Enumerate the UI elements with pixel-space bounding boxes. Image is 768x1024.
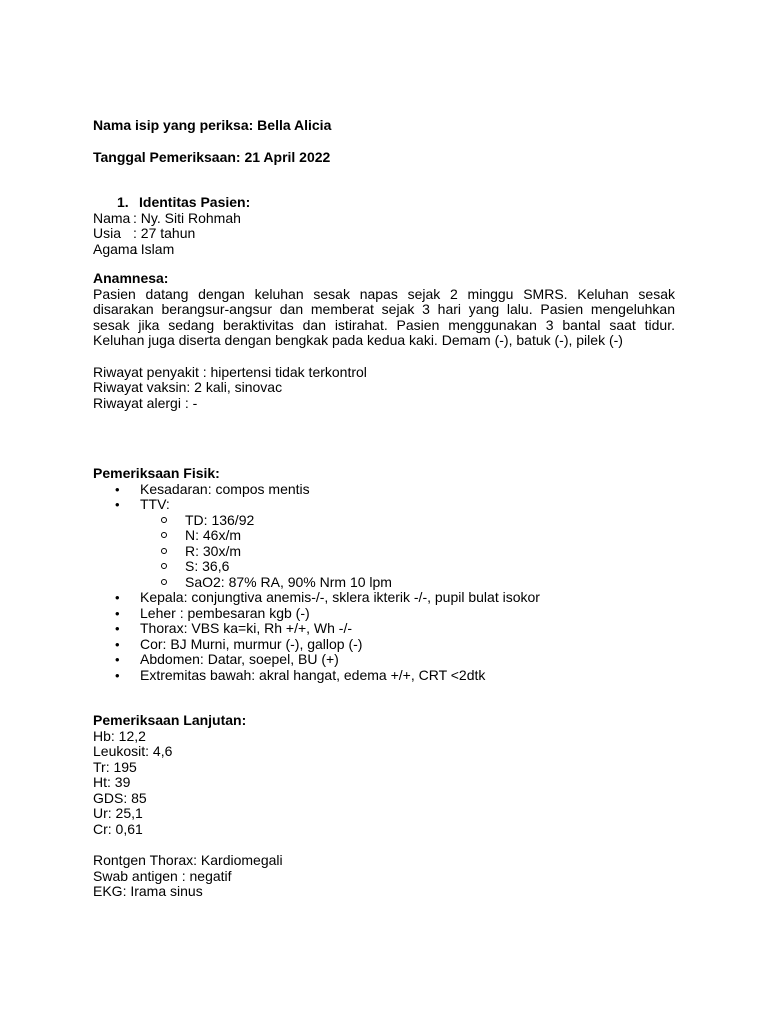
lab-result: Ur: 25,1 — [93, 805, 143, 821]
vital-text: TD: 136/92 — [185, 511, 255, 528]
vitals-list — [93, 513, 675, 591]
vital-text: SaO2: 87% RA, 90% Nrm 10 lpm — [185, 573, 392, 590]
circle-bullet-icon — [161, 517, 167, 523]
exam-date-line: Tanggal Pemeriksaan: 21 April 2022 — [93, 148, 331, 165]
history-line: Riwayat penyakit : hipertensi tidak terkontrol — [93, 363, 367, 380]
identity-heading — [93, 195, 675, 211]
list-item-text: Thorax: VBS ka=ki, Rh +/+, Wh -/- — [140, 620, 353, 636]
vital-text: N: 46x/m — [185, 527, 242, 543]
lab-result: GDS: 85 — [93, 789, 147, 806]
identity-key: Usia — [93, 225, 122, 241]
anamnesis-line: Pasien datang dengan keluhan sesak napas sejak 2 minggu SMRS. Keluhan sesak — [93, 285, 675, 302]
other-exam: Rontgen Thorax: Kardiomegali — [93, 852, 283, 868]
list-item — [93, 482, 675, 498]
followup-heading: Pemeriksaan Lanjutan: — [93, 712, 247, 728]
anamnesis-line: sesak jika sedang beraktivitas dan istirahat. Pasien menggunakan 3 bantal saat tidur. — [93, 316, 675, 333]
physical-exam-heading: Pemeriksaan Fisik: — [93, 465, 220, 481]
vital-text: S: 36,6 — [185, 558, 230, 574]
physical-exam-list-continued — [93, 590, 675, 683]
bullet-icon: • — [115, 667, 120, 683]
list-item — [93, 652, 675, 668]
vital-item — [93, 559, 675, 575]
list-item-text: Kesadaran: compos mentis — [140, 480, 310, 497]
bullet-icon: • — [115, 636, 120, 652]
circle-bullet-icon — [161, 579, 167, 585]
bullet-icon: • — [115, 621, 120, 636]
identity-row — [93, 211, 675, 227]
lab-result: Leukosit: 4,6 — [93, 743, 173, 759]
circle-bullet-icon — [161, 548, 167, 554]
examiner-line: Nama isip yang periksa: Bella Alicia — [93, 117, 332, 133]
list-item-text: Kepala: conjungtiva anemis-/-, sklera ikterik -/-, pupil bulat isokor — [140, 589, 540, 605]
identity-number: 1. — [117, 194, 129, 210]
vital-item — [93, 544, 675, 560]
anamnesis-line: Keluhan juga diserta dengan bengkak pada kedua kaki. Demam (-), batuk (-), pilek (-) — [93, 332, 623, 348]
identity-value: : 27 tahun — [133, 225, 196, 241]
identity-value: : Islam — [133, 240, 175, 257]
list-item — [93, 621, 675, 637]
identity-heading-text: Identitas Pasien: — [139, 194, 251, 210]
identity-row — [93, 226, 675, 242]
identity-key: Nama — [93, 209, 131, 226]
vital-item — [93, 528, 675, 544]
bullet-icon: • — [115, 605, 120, 621]
list-item — [93, 668, 675, 684]
lab-result: Ht: 39 — [93, 774, 131, 790]
anamnesis-heading: Anamnesa: — [93, 270, 169, 286]
list-item-text: TTV: — [140, 496, 170, 512]
list-item-text: Extremitas bawah: akral hangat, edema +/+, CRT <2dtk — [140, 666, 486, 683]
bullet-icon: • — [115, 481, 120, 497]
list-item-text: Cor: BJ Murni, murmur (-), gallop (-) — [140, 635, 363, 652]
vital-item — [93, 575, 675, 591]
identity-row — [93, 242, 675, 258]
anamnesis-line: disarakan berangsur-angsur dan memberat sejak 3 hari yang lalu. Pasien mengeluhkan — [93, 301, 675, 317]
list-item-text: Abdomen: Datar, soepel, BU (+) — [140, 651, 339, 667]
list-item — [93, 606, 675, 622]
bullet-icon: • — [115, 497, 120, 512]
anamnesis-paragraph — [93, 287, 675, 349]
circle-bullet-icon — [161, 563, 167, 569]
list-item — [93, 590, 675, 606]
other-exam: EKG: Irama sinus — [93, 883, 203, 899]
document-page — [93, 118, 675, 900]
list-item — [93, 497, 675, 513]
list-item — [93, 637, 675, 653]
lab-result: Hb: 12,2 — [93, 727, 146, 744]
history-line: Riwayat alergi : - — [93, 394, 198, 411]
vital-text: R: 30x/m — [185, 542, 242, 559]
history-line: Riwayat vaksin: 2 kali, sinovac — [93, 379, 283, 395]
other-exam: Swab antigen : negatif — [93, 867, 232, 884]
identity-value: : Ny. Siti Rohmah — [133, 209, 241, 226]
lab-result: Tr: 195 — [93, 758, 137, 775]
list-item-text: Leher : pembesaran kgb (-) — [140, 604, 310, 621]
physical-exam-list — [93, 482, 675, 513]
identity-key: Agama — [93, 240, 138, 257]
bullet-icon: • — [115, 590, 120, 605]
lab-result: Cr: 0,61 — [93, 820, 143, 837]
circle-bullet-icon — [161, 532, 167, 538]
bullet-icon: • — [115, 652, 120, 667]
vital-item — [93, 513, 675, 529]
